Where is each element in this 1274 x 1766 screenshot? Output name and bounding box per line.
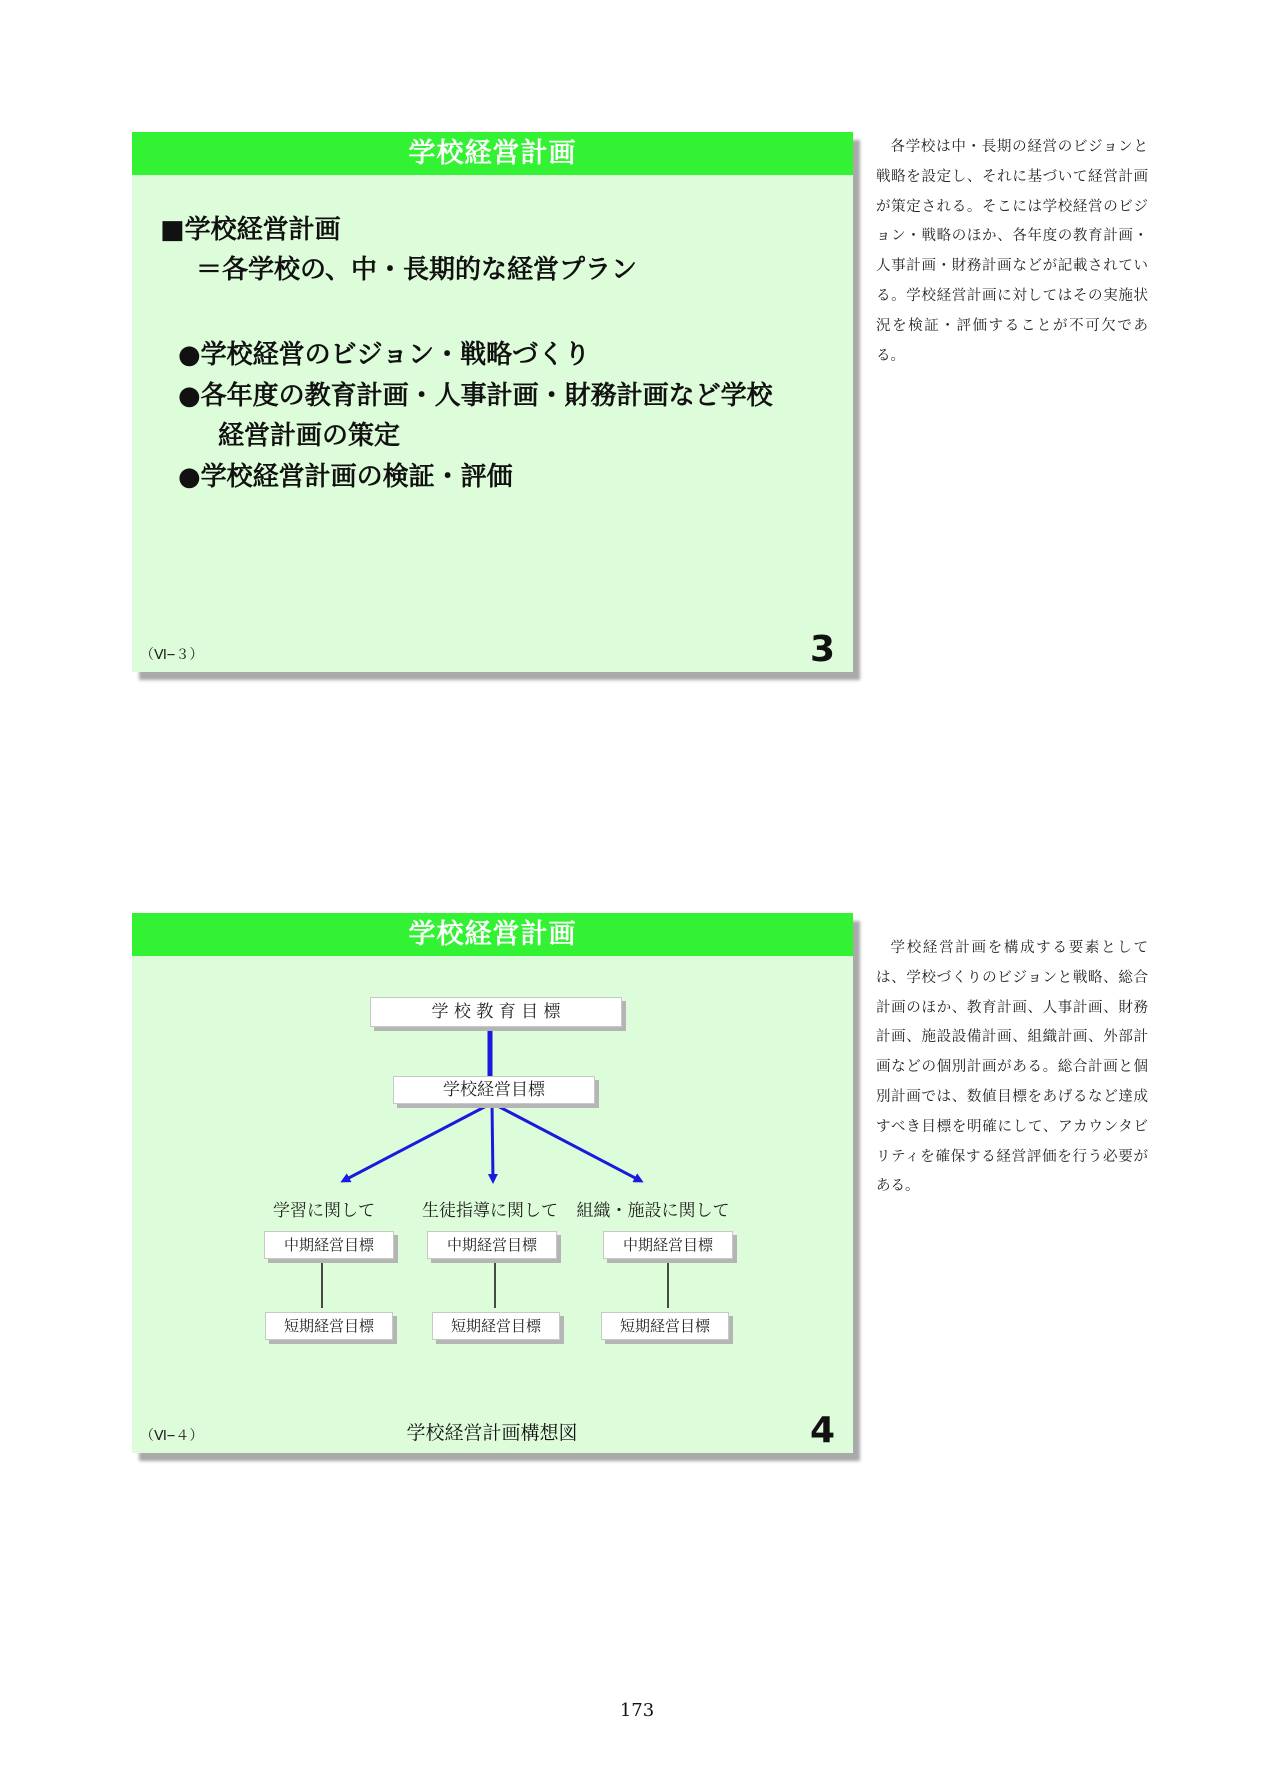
short-term-goal-box: 短期経営目標 <box>265 1312 393 1340</box>
short-term-goal-box: 短期経営目標 <box>432 1312 560 1340</box>
bullet-item: ●学校経営計画の検証・評価 <box>178 462 513 492</box>
branch-label: 組織・施設に関して <box>576 1201 730 1221</box>
mid-term-goal-box: 中期経営目標 <box>264 1231 394 1259</box>
slide-4 <box>132 913 853 1453</box>
branch-label: 学習に関して <box>273 1201 375 1221</box>
slide-note: 各学校は中・長期の経営のビジョンと戦略を設定し、それに基づいて経営計画が策定される。そこには学校経営のビジョン・戦略のほか、各年度の教育計画・人事計画・財務計画などが記載されている。学校経営計画に対してはその実施状況を検証・評価することが不可欠である。 <box>876 139 1148 364</box>
arrow-center <box>492 1103 493 1181</box>
slide-subheading: ＝各学校の、中・長期的な経営プラン <box>196 255 637 285</box>
slide-code: （Ⅵ−３） <box>140 647 204 663</box>
slide-number: 4 <box>809 1410 835 1451</box>
slide-number: 3 <box>809 629 835 670</box>
goal-box-school-education: 学 校 教 育 目 標 <box>370 997 622 1027</box>
arrow-left <box>343 1103 492 1181</box>
slide-heading: ■学校経営計画 <box>160 215 341 245</box>
mid-term-goal-box: 中期経営目標 <box>603 1231 733 1259</box>
diagram-caption: 学校経営計画構想図 <box>406 1422 578 1444</box>
diagram-connectors <box>132 913 853 1453</box>
short-term-goal-box: 短期経営目標 <box>601 1312 729 1340</box>
slide-note: 学校経営計画を構成する要素としては、学校づくりのビジョンと戦略、総合計画のほか、教育計画、人事計画、財務計画、施設設備計画、組織計画、外部計画などの個別計画がある。総合計画と個別計画では、数値目標をあげるなど達成すべき目標を明確にして、アカウンタビリティを確保する経営評価を行う必要がある。 <box>876 940 1148 1195</box>
mid-term-goal-box: 中期経営目標 <box>427 1231 557 1259</box>
slide-3 <box>132 132 853 672</box>
slide-code: （Ⅵ−４） <box>140 1428 204 1444</box>
slide-title: 学校経営計画 <box>132 132 853 175</box>
bullet-item: ●各年度の教育計画・人事計画・財務計画など学校 <box>178 381 773 411</box>
bullet-item: ●学校経営のビジョン・戦略づくり <box>178 340 591 370</box>
arrow-right <box>492 1103 641 1181</box>
page-number: 173 <box>619 1700 655 1721</box>
goal-box-school-management: 学校経営目標 <box>393 1076 595 1104</box>
bullet-item-continuation: 経営計画の策定 <box>218 421 401 451</box>
slide-title: 学校経営計画 <box>132 913 853 956</box>
branch-label: 生徒指導に関して <box>422 1201 558 1221</box>
